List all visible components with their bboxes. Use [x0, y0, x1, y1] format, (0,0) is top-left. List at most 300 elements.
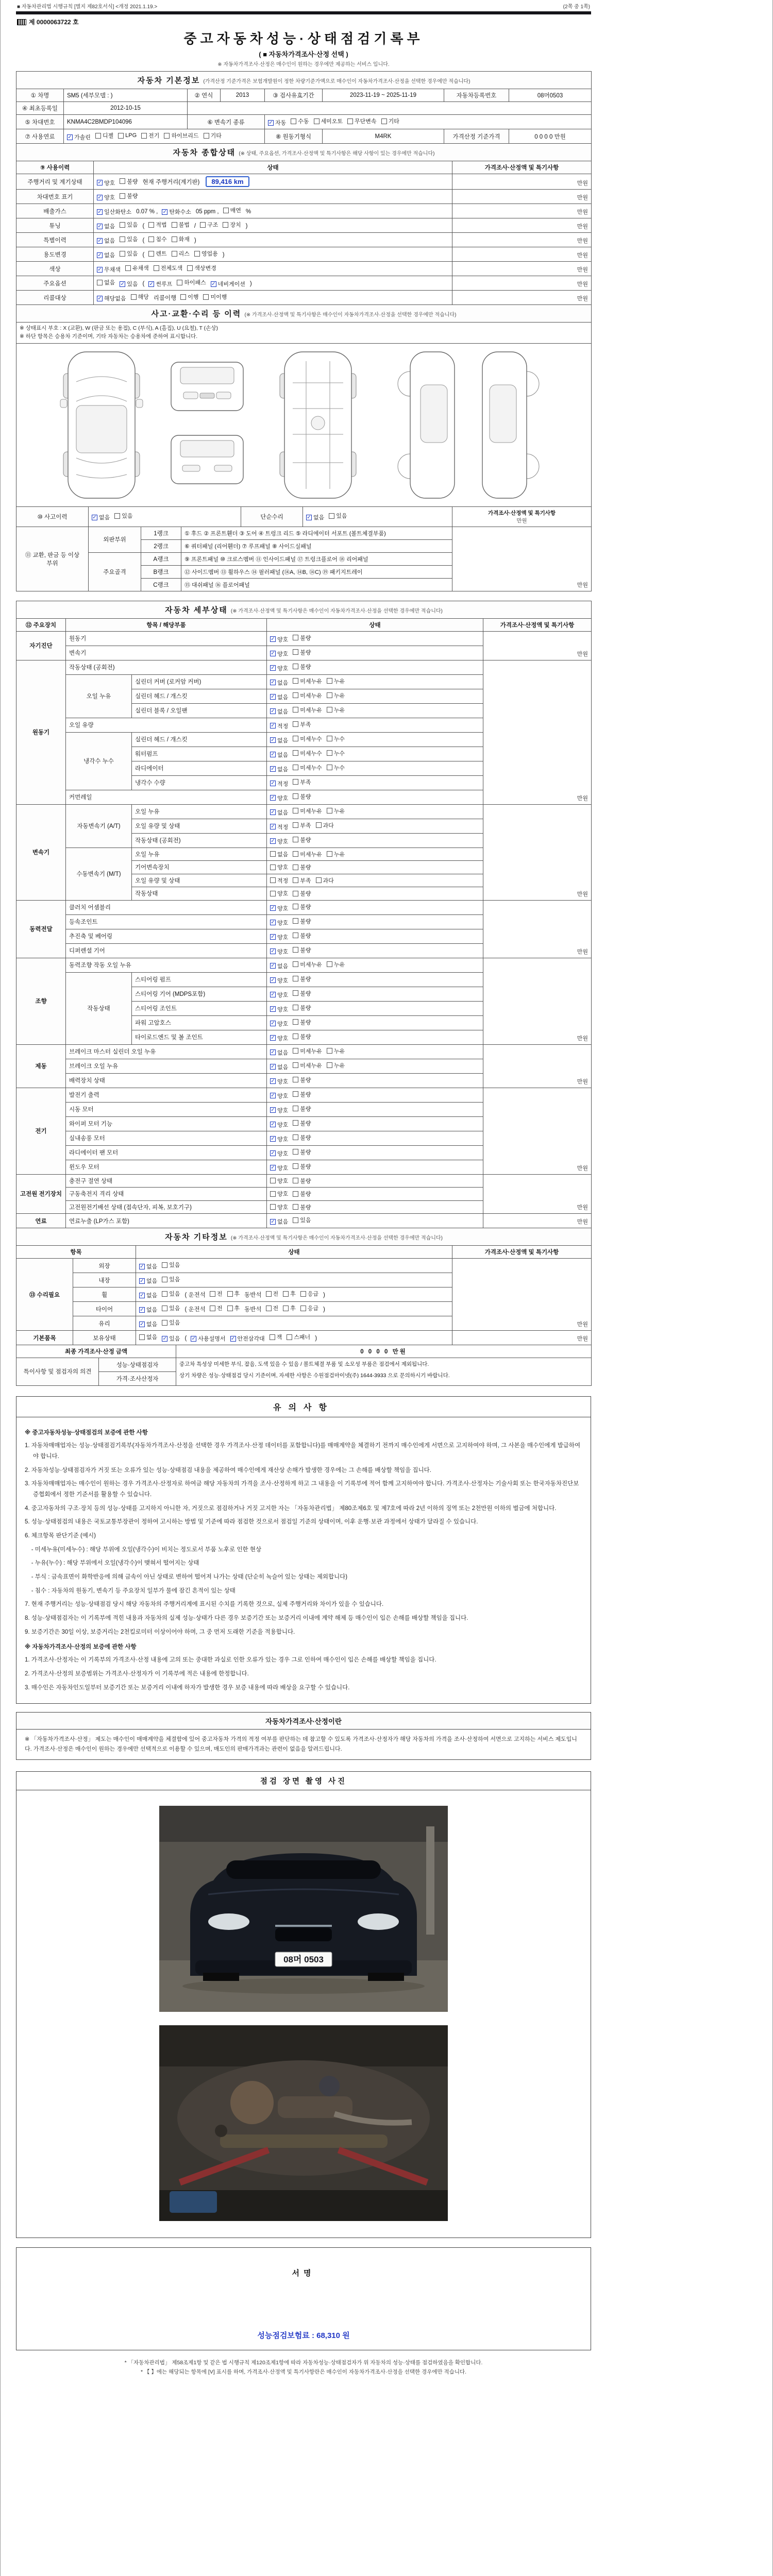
legend-line-1: ※ 상태표시 부호 : X (교환), W (판금 또는 용접), C (부식), A (흠집), U (요철), T (손상) — [20, 325, 218, 331]
checkbox-option[interactable] — [293, 889, 311, 897]
checkbox-option[interactable] — [210, 1304, 223, 1312]
state-cell — [267, 987, 483, 1001]
checkbox-option[interactable] — [139, 1320, 157, 1328]
checkbox-option[interactable] — [97, 251, 115, 259]
checkbox-label: 전기 — [148, 133, 160, 139]
checkbox-option[interactable] — [270, 1217, 288, 1226]
checkbox-option[interactable] — [270, 850, 288, 858]
empty-cell — [188, 102, 592, 115]
checkbox-option[interactable] — [293, 946, 311, 954]
checkbox-option[interactable] — [314, 117, 343, 125]
checkbox-option[interactable] — [270, 876, 288, 885]
checkbox-label: 영업용 — [201, 251, 218, 257]
checkbox-option[interactable] — [270, 904, 288, 912]
checkbox-label: 스패너 — [294, 1334, 311, 1341]
checkbox-icon — [327, 692, 332, 698]
checkbox-option[interactable] — [316, 876, 334, 885]
checkbox-option[interactable] — [270, 947, 288, 956]
footer-line-2: * 【 】에는 해당되는 항목에 [V] 표시를 하며, 가격조사·산정액 및 특기사항란은 매수인이 자동차가격조사·산정을 선택한 경우에만 적습니다. — [140, 2368, 467, 2375]
checkbox-label: 미세누수 — [300, 765, 322, 771]
checkbox-option[interactable] — [120, 280, 138, 288]
checkbox-option[interactable] — [270, 679, 288, 687]
checkbox-option[interactable] — [293, 1119, 311, 1127]
checkbox-option[interactable] — [162, 1275, 180, 1283]
device-cell: 자기진단 — [16, 631, 66, 660]
checkbox-option[interactable] — [293, 1190, 311, 1198]
checkbox-option[interactable] — [293, 903, 311, 911]
checkbox-option[interactable] — [120, 235, 138, 243]
checkbox-option[interactable] — [172, 235, 190, 243]
price-appraisal-body: ※ 「자동차가격조사·산정」 제도는 매수인이 매매계약을 체결함에 있어 중고자동차 가격의 적정 여부를 판단하는 데 참고할 수 있도록 가격조사·산정자가 해당 자동차의 가격을 조사·산정하여 서면으로 고지하는 서비스 제도입니다. 가격조사·산정은 매수인이 원하는 경우에만 선택적으로 이용할 수 있으며, 매도인의 판매가격과는 관련이 없음을 알려드립니다. — [25, 1736, 577, 1752]
checkbox-option[interactable] — [327, 706, 345, 714]
checkbox-label: 양호 — [277, 992, 289, 998]
checkbox-option[interactable] — [97, 236, 115, 245]
checkbox-option[interactable] — [293, 634, 311, 642]
checkbox-option[interactable] — [139, 1277, 157, 1285]
checkbox-checked-icon: ✓ — [271, 809, 275, 815]
checkbox-option[interactable] — [293, 1162, 311, 1171]
checkbox-option[interactable] — [293, 1090, 311, 1098]
checkbox-label: 전체도색 — [160, 265, 183, 272]
checkbox-option[interactable] — [293, 807, 322, 815]
checkbox-option[interactable] — [148, 249, 166, 258]
checkbox-option[interactable] — [162, 208, 191, 216]
checkbox-option[interactable] — [162, 1334, 180, 1343]
checkbox-option[interactable] — [270, 919, 288, 927]
checkbox-checked-icon: ✓ — [307, 514, 311, 520]
checkbox-icon — [148, 222, 154, 228]
checkbox-option[interactable] — [139, 1306, 157, 1314]
checkbox-option[interactable] — [270, 1048, 288, 1057]
checkbox-label: 미이행 — [210, 294, 227, 300]
checkbox-option[interactable] — [230, 1334, 265, 1343]
footer-line-1: * 「자동차관리법」 제58조제1항 및 같은 법 시행규칙 제120조제1항에 따라 자동차성능·상태점검자가 위 자동차의 성능·상태를 점검하였음을 확인합니다. — [124, 2359, 483, 2366]
checkbox-option[interactable] — [141, 131, 159, 140]
checkbox-option[interactable] — [164, 131, 198, 140]
row-label: 외장 — [73, 1259, 136, 1273]
checkbox-option[interactable] — [203, 293, 227, 301]
checkbox-option[interactable] — [293, 1148, 311, 1156]
checkbox-icon — [266, 1306, 272, 1311]
basic-info-table — [16, 71, 592, 144]
checkbox-option[interactable] — [227, 1290, 240, 1298]
checkbox-checked-icon: ✓ — [271, 963, 275, 969]
checkbox-option[interactable] — [293, 749, 322, 757]
checkbox-option[interactable] — [131, 293, 149, 301]
checkbox-option[interactable] — [293, 720, 311, 728]
checkbox-option[interactable] — [283, 1290, 296, 1298]
checkbox-option[interactable] — [270, 976, 288, 985]
checkbox-option[interactable] — [293, 960, 322, 969]
checkbox-option[interactable] — [210, 1290, 223, 1298]
checkbox-option[interactable] — [266, 1304, 279, 1312]
checkbox-option[interactable] — [293, 836, 311, 844]
checkbox-option[interactable] — [97, 222, 115, 230]
checkbox-option[interactable] — [293, 876, 311, 885]
checkbox-checked-icon: ✓ — [271, 665, 275, 671]
checkbox-label: 양호 — [104, 180, 115, 187]
checkbox-option[interactable] — [200, 221, 218, 229]
checkbox-option[interactable] — [270, 823, 288, 831]
column-header-row — [16, 1246, 592, 1259]
fee-label: 성능점검보험료 : — [257, 2331, 314, 2340]
checkbox-option[interactable] — [139, 1333, 157, 1341]
notice-paragraph: 1. 가격조사·산정자는 이 기록부의 가격조사·산정 내용에 고의 또는 중대한 과실로 인한 오류가 있는 경우 그로 인하여 매수인이 입은 손해를 배상할 책임을 집니다. — [25, 1657, 436, 1664]
price-cell: 만원 — [452, 174, 592, 190]
checkbox-option[interactable] — [270, 722, 288, 730]
checkbox-icon — [300, 1306, 306, 1311]
checkbox-label: 네비게이션 — [217, 281, 245, 287]
checkbox-option[interactable] — [194, 249, 218, 258]
checkbox-option[interactable] — [270, 863, 288, 871]
state-cell — [267, 1044, 483, 1059]
item-cell: 브레이크 오일 누유 — [66, 1059, 267, 1073]
item-cell: 오일 유량 — [66, 718, 267, 732]
checkbox-option[interactable] — [180, 293, 198, 301]
checkbox-option[interactable] — [283, 1304, 296, 1312]
state-cell — [267, 900, 483, 914]
category-cell: 작동상태 — [66, 972, 132, 1044]
checkbox-option[interactable] — [270, 1020, 288, 1028]
checkbox-option[interactable] — [120, 249, 138, 258]
checkbox-checked-icon: ✓ — [271, 934, 275, 940]
checkbox-option[interactable] — [172, 221, 190, 229]
section-title-basic: 자동차 기본정보 (가격산정 기준가격은 보험개발원이 정한 차량기준가액으로 매수인이 자동차가격조사·산정을 선택한 경우에만 적습니다) — [16, 72, 592, 89]
checkbox-option[interactable] — [270, 837, 288, 845]
checkbox-option[interactable] — [293, 677, 322, 685]
state-cell — [267, 747, 483, 761]
table-row — [16, 1259, 592, 1273]
checkbox-option[interactable] — [327, 677, 345, 685]
checkbox-option[interactable] — [291, 117, 309, 125]
checkbox-checked-icon: ✓ — [162, 209, 167, 215]
state-cell — [267, 674, 483, 689]
group-cell: 기본품목 — [16, 1331, 73, 1345]
checkbox-option[interactable] — [270, 794, 288, 802]
checkbox-option[interactable] — [293, 735, 322, 743]
checkbox-option[interactable] — [114, 512, 132, 520]
checkbox-icon — [227, 1291, 233, 1297]
checkbox-option[interactable] — [293, 1203, 311, 1211]
checkbox-option[interactable] — [270, 1203, 288, 1211]
checkbox-label: 양호 — [277, 636, 289, 643]
checkbox-label: 양호 — [277, 1035, 289, 1042]
checkbox-option[interactable] — [97, 265, 121, 274]
state-cell — [267, 874, 483, 887]
checkbox-option[interactable] — [293, 917, 311, 925]
checkbox-option[interactable] — [381, 117, 399, 125]
notice-paragraph: - 부식 : 금속표면이 화학반응에 의해 금속이 아닌 상태로 변하여 떨어져 나가는 상태 (단순히 녹슬어 있는 상태는 제외합니다) — [25, 1574, 348, 1581]
checkbox-option[interactable] — [293, 863, 311, 871]
checkbox-option[interactable] — [327, 735, 345, 743]
checkbox-option[interactable] — [223, 221, 241, 229]
checkbox-option[interactable] — [293, 1177, 311, 1185]
device-cell: 변속기 — [16, 804, 66, 900]
checkbox-option[interactable] — [223, 206, 241, 214]
checkbox-option[interactable] — [327, 749, 345, 757]
item-cell: 추진축 및 베어링 — [66, 929, 267, 943]
checkbox-option[interactable] — [187, 264, 216, 272]
checkbox-option[interactable] — [154, 264, 183, 272]
checkbox-label: 렌트 — [156, 251, 167, 257]
checkbox-label: 무채색 — [104, 267, 121, 273]
checkbox-option[interactable] — [139, 1262, 157, 1270]
col-price: 가격조사·산정액 및 특기사항 — [452, 161, 592, 174]
checkbox-option[interactable] — [270, 889, 288, 897]
row-label: 보유상태 — [73, 1331, 136, 1345]
checkbox-checked-icon: ✓ — [140, 1307, 144, 1313]
item-cell: 오일 누유 — [132, 848, 267, 861]
checkbox-option[interactable] — [270, 1333, 282, 1341]
vin-value: KNMA4C2BMDP104096 — [64, 115, 188, 129]
page-title: 중고자동차성능·상태점검기록부 — [183, 31, 424, 46]
checkbox-label: 양호 — [277, 1150, 289, 1157]
checkbox-option[interactable] — [92, 513, 110, 521]
checkbox-option[interactable] — [293, 691, 322, 700]
checkbox-label: 리스 — [178, 251, 190, 257]
checkbox-option[interactable] — [270, 1005, 288, 1013]
checkbox-option[interactable] — [270, 991, 288, 999]
checkbox-label: 불량 — [300, 1134, 311, 1141]
checkbox-option[interactable] — [162, 1304, 180, 1312]
checkbox-option[interactable] — [287, 1333, 310, 1341]
checkbox-option[interactable] — [270, 779, 288, 788]
checkbox-option[interactable] — [327, 850, 345, 858]
checkbox-option[interactable] — [293, 850, 322, 858]
checkbox-option[interactable] — [316, 821, 334, 829]
checkbox-label: 미세누유 — [300, 1062, 322, 1069]
item-cell: 스티어링 펌프 — [132, 972, 267, 987]
checkbox-option[interactable] — [329, 512, 347, 520]
checkbox-label: 미세누유 — [300, 678, 322, 685]
item-cell: 실린더 헤드 / 개스킷 — [132, 689, 267, 703]
checkbox-label: 불량 — [300, 1033, 311, 1040]
checkbox-option[interactable] — [97, 193, 115, 201]
first-reg-value: 2012-10-15 — [64, 102, 188, 115]
checkbox-option[interactable] — [293, 975, 311, 983]
price-appraisal-box — [16, 1712, 591, 1759]
checkbox-label: 양호 — [277, 934, 289, 941]
checkbox-option[interactable] — [270, 1092, 288, 1100]
state-cell — [94, 233, 452, 247]
checkbox-option[interactable] — [97, 208, 131, 216]
checkbox-option[interactable] — [120, 192, 138, 200]
checkbox-option[interactable] — [177, 278, 206, 286]
checkbox-checked-icon: ✓ — [211, 281, 216, 287]
checkbox-option[interactable] — [300, 1290, 318, 1298]
item-cell: 냉각수 수량 — [132, 775, 267, 790]
checkbox-option[interactable] — [95, 131, 113, 140]
checkbox-icon — [97, 280, 103, 285]
checkbox-option[interactable] — [293, 663, 311, 671]
device-cell: 조향 — [16, 958, 66, 1044]
checkbox-option[interactable] — [270, 635, 288, 643]
checkbox-option[interactable] — [293, 778, 311, 786]
checkbox-label: 응급 — [307, 1291, 319, 1297]
state-cell — [267, 1102, 483, 1116]
checkbox-icon — [266, 1291, 272, 1297]
checkbox-icon — [120, 236, 125, 242]
checkbox-icon — [204, 133, 209, 139]
footer-notes — [16, 2359, 591, 2377]
detail-row — [16, 631, 592, 646]
checkbox-label: 불량 — [300, 664, 311, 670]
item-cell: 클러치 어셈블리 — [66, 900, 267, 914]
checkbox-label: 불량 — [300, 933, 311, 939]
checkbox-option[interactable] — [293, 1032, 311, 1041]
checkbox-option[interactable] — [270, 1106, 288, 1114]
checkbox-option[interactable] — [211, 280, 245, 288]
checkbox-option[interactable] — [270, 1164, 288, 1172]
checkbox-checked-icon: ✓ — [271, 708, 275, 714]
checkbox-option[interactable] — [270, 664, 288, 672]
checkbox-option[interactable] — [293, 1133, 311, 1142]
checkbox-label: 불량 — [300, 1106, 311, 1112]
checkbox-option[interactable] — [97, 294, 126, 302]
checkbox-option[interactable] — [270, 1077, 288, 1086]
checkbox-option[interactable] — [293, 1047, 322, 1055]
checkbox-label: 없음 — [277, 680, 289, 686]
checkbox-option[interactable] — [266, 1290, 279, 1298]
checkbox-option[interactable] — [270, 1121, 288, 1129]
checkbox-option[interactable] — [270, 1190, 288, 1198]
checkbox-label: 적정 — [277, 781, 289, 787]
notice-paragraph: 중고차 특성상 미세한 부식, 잡음, 도색 있을 수 있음 / 볼트체결 부품 및 소모성 부품은 점검에서 제외됩니다. — [179, 1361, 429, 1367]
checkbox-option[interactable] — [327, 764, 345, 772]
checkbox-checked-icon: ✓ — [271, 781, 275, 786]
checkbox-label: 누수 — [333, 765, 345, 771]
checkbox-label: 없음 — [104, 238, 115, 244]
checkbox-icon — [210, 1291, 215, 1297]
checkbox-icon — [293, 1163, 298, 1169]
checkbox-option[interactable] — [293, 1018, 311, 1026]
price-appraisal-select[interactable]: ( ■ 자동차가격조사·산정 선택 ) — [259, 50, 348, 58]
checkbox-icon — [293, 1191, 298, 1197]
checkbox-option[interactable] — [270, 962, 288, 970]
checkbox-icon — [270, 877, 276, 883]
checkbox-option[interactable] — [293, 1076, 311, 1084]
item-cell: 타이로드엔드 및 볼 조인트 — [132, 1030, 267, 1044]
headlight-right — [358, 1913, 399, 1930]
checkbox-option[interactable] — [227, 1304, 240, 1312]
checkbox-option[interactable] — [306, 513, 324, 521]
checkbox-option[interactable] — [268, 118, 286, 127]
checkbox-option[interactable] — [327, 1047, 345, 1055]
checkbox-label: 없음 — [104, 280, 115, 286]
checkbox-option[interactable] — [293, 1216, 311, 1224]
checkbox-option[interactable] — [347, 117, 377, 125]
checkbox-option[interactable] — [97, 179, 115, 187]
device-cell: 제동 — [16, 1044, 66, 1088]
checkbox-option[interactable] — [270, 1034, 288, 1042]
checkbox-option[interactable] — [120, 221, 138, 229]
price-cell: 만원 — [452, 247, 592, 262]
checkbox-icon — [154, 265, 159, 271]
checkbox-icon — [293, 750, 298, 756]
checkbox-option[interactable] — [293, 706, 322, 714]
checkbox-option[interactable] — [162, 1261, 180, 1269]
checkbox-option[interactable] — [148, 221, 166, 229]
state-text: ( — [142, 280, 145, 287]
checkbox-icon — [316, 877, 322, 883]
checkbox-label: 없음 — [277, 809, 289, 816]
checkbox-option[interactable] — [270, 736, 288, 744]
checkbox-option[interactable] — [327, 1061, 345, 1070]
checkbox-option[interactable] — [139, 1291, 157, 1299]
checkbox-option[interactable] — [293, 989, 311, 997]
checkbox-option[interactable] — [67, 133, 91, 141]
checkbox-option[interactable] — [293, 764, 322, 772]
checkbox-option[interactable] — [293, 648, 311, 656]
checkbox-option[interactable] — [293, 821, 311, 829]
checkbox-option[interactable] — [293, 1004, 311, 1012]
checkbox-option[interactable] — [270, 808, 288, 817]
checkbox-option[interactable] — [270, 751, 288, 759]
checkbox-label: 양호 — [277, 948, 289, 955]
checkbox-option[interactable] — [270, 707, 288, 716]
state-cell — [267, 660, 483, 674]
checkbox-option[interactable] — [162, 1290, 180, 1298]
checkbox-option[interactable] — [293, 792, 311, 801]
state-cell — [94, 190, 452, 204]
checkbox-option[interactable] — [293, 1105, 311, 1113]
checkbox-option[interactable] — [270, 765, 288, 773]
checkbox-option[interactable] — [300, 1304, 318, 1312]
checkbox-option[interactable] — [270, 1177, 288, 1185]
checkbox-label: 없음 — [146, 1321, 158, 1328]
checkbox-icon — [293, 904, 298, 909]
checkbox-option[interactable] — [270, 1149, 288, 1158]
price-cell: 만원 — [483, 1214, 592, 1228]
checkbox-option[interactable] — [162, 1318, 180, 1327]
row-label: 주행거리 및 계기상태 — [16, 174, 94, 190]
notice-section-items — [25, 1655, 582, 1693]
inspection-valid-value: 2023-11-19 ~ 2025-11-19 — [323, 89, 444, 102]
checkbox-option[interactable] — [327, 960, 345, 969]
signature-box[interactable] — [16, 2247, 591, 2350]
checkbox-option[interactable] — [125, 264, 149, 272]
checkbox-option[interactable] — [97, 278, 115, 286]
checkbox-option[interactable] — [270, 650, 288, 658]
checkbox-option[interactable] — [204, 131, 222, 140]
checkbox-option[interactable] — [118, 132, 137, 139]
checkbox-label: 양호 — [277, 1107, 289, 1114]
device-cell: 원동기 — [16, 660, 66, 804]
checkbox-option[interactable] — [327, 691, 345, 700]
checkbox-option[interactable] — [270, 693, 288, 701]
fee-value: 68,310 원 — [316, 2331, 350, 2340]
checkbox-option[interactable] — [293, 931, 311, 940]
checkbox-icon — [327, 765, 332, 770]
checkbox-option[interactable] — [270, 1135, 288, 1143]
checkbox-option[interactable] — [120, 177, 138, 185]
checkbox-option[interactable] — [327, 807, 345, 815]
checkbox-icon — [187, 265, 193, 271]
checkbox-option[interactable] — [191, 1334, 225, 1343]
checkbox-icon — [139, 1334, 145, 1340]
checkbox-option[interactable] — [148, 235, 166, 243]
checkbox-icon — [293, 649, 298, 655]
checkbox-label: 적정 — [277, 723, 289, 730]
checkbox-option[interactable] — [148, 280, 172, 288]
checkbox-option[interactable] — [172, 249, 190, 258]
state-cell — [267, 1131, 483, 1145]
checkbox-option[interactable] — [270, 933, 288, 941]
reg-number-label: 자동차등록번호 — [444, 89, 509, 102]
checkbox-option[interactable] — [270, 1063, 288, 1071]
state-cell — [267, 804, 483, 819]
checkbox-option[interactable] — [293, 1061, 322, 1070]
